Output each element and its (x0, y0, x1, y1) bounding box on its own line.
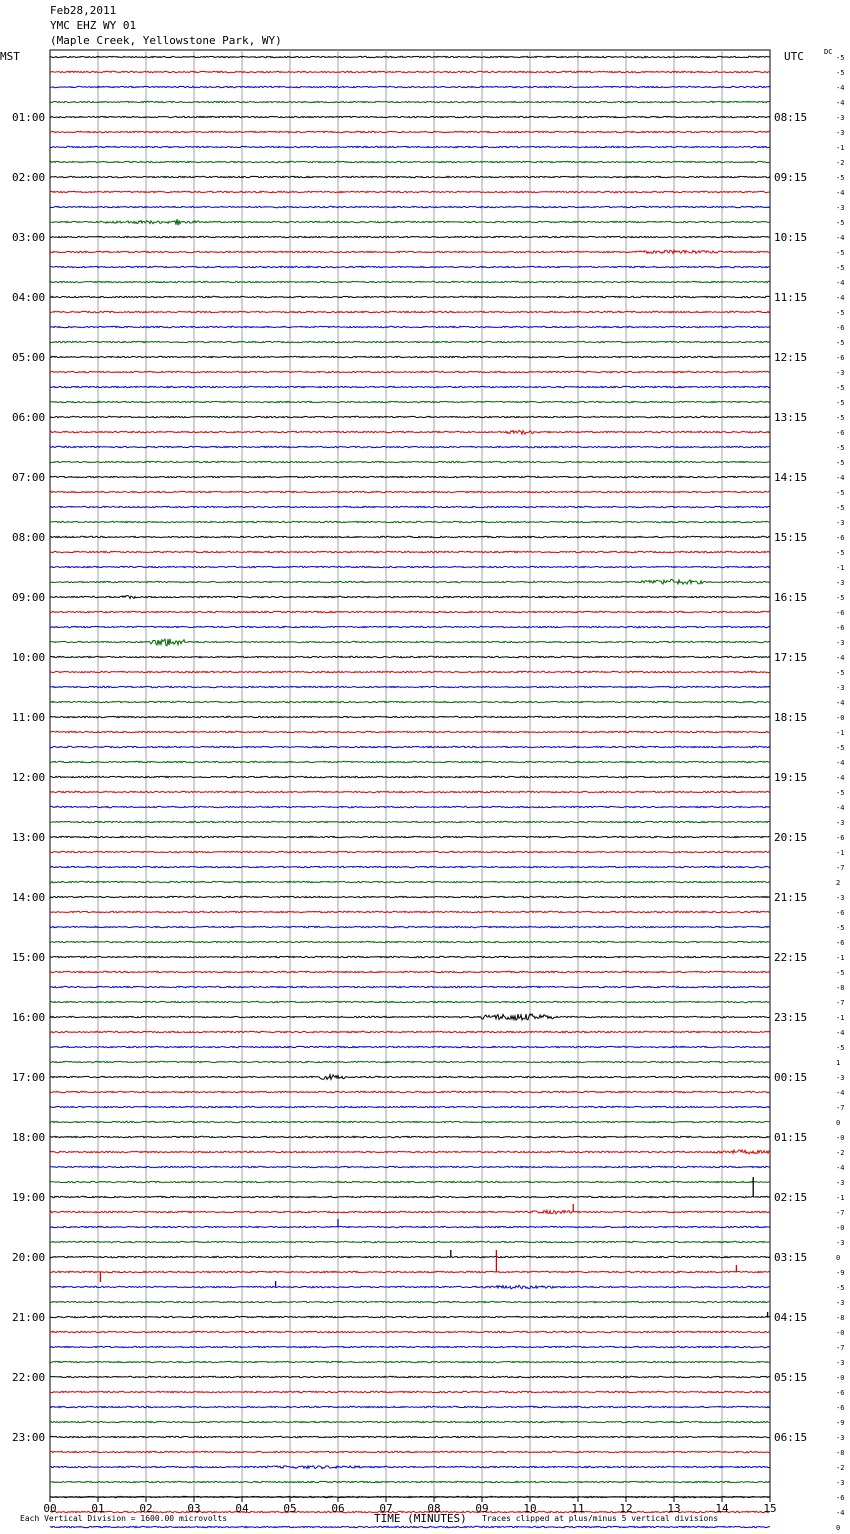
dc-offset-label: -7 (836, 864, 845, 872)
trace-row-78 (50, 1226, 770, 1227)
trace-row-93 (50, 1451, 770, 1452)
mst-hour-label: 03:00 (12, 231, 46, 244)
dc-offset-label: -3 (836, 1359, 845, 1367)
dc-offset-label: -4 (836, 474, 845, 482)
trace-row-5 (50, 131, 770, 132)
dc-offset-label: -5 (836, 489, 845, 497)
x-tick-label: 11 (571, 1502, 585, 1515)
dc-offset-label: -1 (836, 849, 845, 857)
dc-offset-label: -4 (836, 189, 845, 197)
dc-offset-label: -5 (836, 444, 845, 452)
dc-offset-label: -3 (836, 204, 845, 212)
scale-note: Each Vertical Division = 1600.00 microvolts (20, 1514, 228, 1523)
mst-hour-label: 06:00 (12, 411, 46, 424)
dc-offset-label: -3 (836, 129, 845, 137)
dc-offset-label: -8 (836, 1314, 845, 1322)
trace-row-2 (50, 86, 770, 87)
x-tick-label: 01 (91, 1502, 105, 1515)
trace-row-92 (50, 1436, 770, 1437)
trace-row-57 (50, 911, 770, 912)
dc-offset-label: -5 (836, 174, 845, 182)
dc-offset-label: -1 (836, 144, 845, 152)
mst-hour-label: 22:00 (12, 1371, 46, 1384)
trace-row-63 (50, 1001, 770, 1002)
dc-offset-label: -2 (836, 1464, 845, 1472)
trace-row-49 (50, 791, 770, 792)
dc-offset-label: -1 (836, 1014, 845, 1022)
trace-row-71 (50, 1121, 770, 1122)
mst-hour-label: 05:00 (12, 351, 46, 364)
trace-row-35 (50, 579, 770, 584)
trace-row-86 (50, 1346, 770, 1347)
dc-offset-label: -4 (836, 699, 845, 707)
utc-hour-label: 21:15 (774, 891, 808, 904)
trace-row-98 (50, 1526, 770, 1527)
utc-hour-label: 23:15 (774, 1011, 808, 1024)
trace-row-12 (50, 236, 770, 237)
trace-row-32 (50, 536, 770, 537)
dc-offset-label: -4 (836, 294, 845, 302)
mst-hour-label: 16:00 (12, 1011, 46, 1024)
dc-offset-label: -3 (836, 639, 845, 647)
dc-offset-label: -6 (836, 1404, 845, 1412)
dc-offset-label: -4 (836, 279, 845, 287)
dc-offset-label: -4 (836, 774, 845, 782)
mst-hour-label: 02:00 (12, 171, 46, 184)
dc-offset-label: -9 (836, 1269, 845, 1277)
trace-row-13 (50, 250, 770, 253)
trace-row-36 (50, 596, 770, 599)
trace-row-41 (50, 671, 770, 672)
trace-row-33 (50, 551, 770, 552)
right-axis-title: UTC (784, 50, 804, 63)
dc-offset-label: -5 (836, 459, 845, 467)
trace-row-85 (50, 1331, 770, 1332)
trace-row-59 (50, 941, 770, 942)
x-tick-label: 10 (523, 1502, 537, 1515)
dc-offset-label: -5 (836, 549, 845, 557)
trace-row-90 (50, 1406, 770, 1407)
trace-row-84 (50, 1316, 770, 1317)
dc-offset-label: -5 (836, 219, 845, 227)
trace-row-8 (50, 176, 770, 177)
mst-hour-label: 23:00 (12, 1431, 46, 1444)
dc-offset-label: -8 (836, 984, 845, 992)
trace-row-48 (50, 776, 770, 777)
trace-row-14 (50, 266, 770, 267)
trace-row-60 (50, 956, 770, 957)
dc-offset-label: -6 (836, 534, 845, 542)
trace-row-15 (50, 281, 770, 282)
dc-offset-label: -7 (836, 1209, 845, 1217)
trace-row-11 (50, 219, 770, 225)
trace-row-79 (50, 1241, 770, 1242)
dc-offset-label: -5 (836, 54, 845, 62)
trace-row-20 (50, 356, 770, 357)
trace-row-94 (50, 1466, 770, 1469)
trace-row-16 (50, 296, 770, 297)
dc-offset-label: -4 (836, 804, 845, 812)
x-tick-label: 09 (475, 1502, 489, 1515)
trace-row-28 (50, 476, 770, 477)
trace-row-91 (50, 1421, 770, 1422)
dc-offset-label: -2 (836, 159, 845, 167)
dc-offset-label: -4 (836, 1164, 845, 1172)
trace-row-25 (50, 430, 770, 434)
dc-offset-label: -1 (836, 1194, 845, 1202)
dc-offset-label: -6 (836, 354, 845, 362)
x-tick-label: 06 (331, 1502, 345, 1515)
trace-row-44 (50, 716, 770, 717)
utc-hour-label: 17:15 (774, 651, 808, 664)
trace-row-42 (50, 686, 770, 687)
x-tick-label: 04 (235, 1502, 249, 1515)
trace-row-65 (50, 1031, 770, 1032)
mst-hour-label: 18:00 (12, 1131, 46, 1144)
header-date: Feb28,2011 (50, 4, 117, 17)
dc-offset-label: -5 (836, 1044, 845, 1052)
dc-offset-label: -5 (836, 504, 845, 512)
trace-row-54 (50, 866, 770, 867)
dc-offset-label: 0 (836, 1119, 841, 1127)
mst-hour-label: 01:00 (12, 111, 46, 124)
trace-row-38 (50, 626, 770, 627)
trace-row-87 (50, 1361, 770, 1362)
row-labels (12, 54, 844, 1534)
dc-offset-label: -1 (836, 954, 845, 962)
trace-row-4 (50, 116, 770, 117)
trace-row-76 (50, 1196, 770, 1197)
trace-row-62 (50, 986, 770, 987)
trace-row-50 (50, 806, 770, 807)
trace-row-43 (50, 701, 770, 702)
trace-row-66 (50, 1046, 770, 1047)
dc-offset-label: -5 (836, 924, 845, 932)
x-tick-label: 15 (763, 1502, 777, 1515)
dc-offset-label: -3 (836, 684, 845, 692)
dc-offset-label: -6 (836, 609, 845, 617)
dc-offset-label: -4 (836, 759, 845, 767)
dc-offset-label: -5 (836, 384, 845, 392)
utc-hour-label: 05:15 (774, 1371, 808, 1384)
utc-hour-label: 22:15 (774, 951, 808, 964)
dc-offset-label: -3 (836, 519, 845, 527)
x-tick-label: 13 (667, 1502, 681, 1515)
mst-hour-label: 10:00 (12, 651, 46, 664)
dc-offset-label: -0 (836, 1329, 845, 1337)
trace-row-74 (50, 1166, 770, 1167)
dc-offset-label: -2 (836, 1149, 845, 1157)
trace-row-0 (50, 56, 770, 57)
dc-offset-label: 0 (836, 1524, 841, 1532)
dc-offset-label: -9 (836, 1419, 845, 1427)
trace-row-55 (50, 881, 770, 882)
trace-row-75 (50, 1181, 770, 1182)
trace-row-18 (50, 326, 770, 327)
trace-row-6 (50, 146, 770, 147)
dc-offset-label: -6 (836, 324, 845, 332)
dc-offset-label: -3 (836, 369, 845, 377)
trace-row-69 (50, 1091, 770, 1092)
trace-row-72 (50, 1136, 770, 1137)
trace-row-73 (50, 1150, 770, 1154)
trace-row-31 (50, 521, 770, 522)
dc-offset-label: -5 (836, 249, 845, 257)
dc-offset-label: -3 (836, 579, 845, 587)
trace-row-53 (50, 851, 770, 852)
dc-offset-label: -0 (836, 1224, 845, 1232)
dc-offset-label: -3 (836, 1074, 845, 1082)
mst-hour-label: 08:00 (12, 531, 46, 544)
dc-offset-label: -6 (836, 909, 845, 917)
utc-hour-label: 09:15 (774, 171, 808, 184)
utc-hour-label: 20:15 (774, 831, 808, 844)
x-tick-label: 03 (187, 1502, 201, 1515)
dc-offset-label: -0 (836, 1374, 845, 1382)
dc-offset-label: -7 (836, 1344, 845, 1352)
mst-hour-label: 13:00 (12, 831, 46, 844)
utc-hour-label: 06:15 (774, 1431, 808, 1444)
dc-offset-label: -4 (836, 84, 845, 92)
x-tick-label: 02 (139, 1502, 153, 1515)
utc-hour-label: 12:15 (774, 351, 808, 364)
trace-row-80 (50, 1256, 770, 1257)
dc-offset-label: 2 (836, 879, 841, 887)
trace-row-40 (50, 656, 770, 657)
utc-hour-label: 01:15 (774, 1131, 808, 1144)
trace-row-24 (50, 416, 770, 417)
trace-row-47 (50, 761, 770, 762)
mst-hour-label: 11:00 (12, 711, 46, 724)
trace-row-26 (50, 446, 770, 447)
clip-note: Traces clipped at plus/minus 5 vertical divisions (482, 1514, 719, 1523)
trace-row-30 (50, 506, 770, 507)
trace-row-23 (50, 401, 770, 402)
mst-hour-label: 09:00 (12, 591, 46, 604)
trace-row-67 (50, 1061, 770, 1062)
dc-offset-label: -6 (836, 1494, 845, 1502)
trace-row-19 (50, 341, 770, 342)
dc-offset-label: -5 (836, 414, 845, 422)
dc-offset-label: -5 (836, 744, 845, 752)
dc-offset-label: -7 (836, 999, 845, 1007)
dc-offset-label: -6 (836, 834, 845, 842)
trace-row-52 (50, 836, 770, 837)
traces (50, 56, 770, 1534)
utc-hour-label: 16:15 (774, 591, 808, 604)
dc-offset-label: -5 (836, 789, 845, 797)
mst-hour-label: 19:00 (12, 1191, 46, 1204)
dc-offset-label: -5 (836, 69, 845, 77)
trace-row-3 (50, 101, 770, 102)
trace-row-64 (50, 1014, 770, 1020)
trace-row-89 (50, 1391, 770, 1392)
dc-offset-label: 0 (836, 1254, 841, 1262)
dc-offset-label: -5 (836, 594, 845, 602)
trace-row-88 (50, 1376, 770, 1377)
dc-offset-label: 1 (836, 1059, 841, 1067)
dc-offset-label: -3 (836, 114, 845, 122)
mst-hour-label: 14:00 (12, 891, 46, 904)
trace-row-82 (50, 1285, 770, 1289)
trace-row-22 (50, 386, 770, 387)
trace-row-1 (50, 71, 770, 72)
trace-row-68 (50, 1075, 770, 1080)
dc-offset-label: -3 (836, 1179, 845, 1187)
utc-hour-label: 11:15 (774, 291, 808, 304)
mst-hour-label: 07:00 (12, 471, 46, 484)
dc-offset-label: -6 (836, 1389, 845, 1397)
trace-row-56 (50, 896, 770, 897)
trace-row-70 (50, 1106, 770, 1107)
left-axis-title: MST (0, 50, 20, 63)
mst-hour-label: 21:00 (12, 1311, 46, 1324)
dc-offset-label: -5 (836, 339, 845, 347)
dc-offset-label: -3 (836, 894, 845, 902)
utc-hour-label: 14:15 (774, 471, 808, 484)
dc-offset-label: -5 (836, 309, 845, 317)
trace-row-39 (50, 639, 770, 646)
trace-row-34 (50, 566, 770, 567)
dc-offset-label: -5 (836, 264, 845, 272)
utc-hour-label: 08:15 (774, 111, 808, 124)
x-tick-label: 07 (379, 1502, 393, 1515)
x-tick-label: 00 (43, 1502, 57, 1515)
utc-hour-label: 13:15 (774, 411, 808, 424)
dc-offset-label: -5 (836, 1284, 845, 1292)
dc-offset-label: -3 (836, 1239, 845, 1247)
trace-row-21 (50, 371, 770, 372)
utc-hour-label: 02:15 (774, 1191, 808, 1204)
trace-row-83 (50, 1301, 770, 1302)
trace-row-9 (50, 191, 770, 192)
x-tick-label: 05 (283, 1502, 297, 1515)
dc-offset-label: -6 (836, 939, 845, 947)
trace-row-51 (50, 821, 770, 822)
dc-offset-label: -3 (836, 1299, 845, 1307)
dc-offset-label: -4 (836, 1509, 845, 1517)
dc-label: DC (824, 48, 833, 56)
utc-hour-label: 18:15 (774, 711, 808, 724)
trace-row-61 (50, 971, 770, 972)
trace-row-29 (50, 491, 770, 492)
x-tick-label: 14 (715, 1502, 729, 1515)
trace-row-27 (50, 461, 770, 462)
trace-row-10 (50, 206, 770, 207)
x-tick-label: 08 (427, 1502, 441, 1515)
dc-offset-label: -8 (836, 1449, 845, 1457)
x-tick-label: 12 (619, 1502, 633, 1515)
dc-offset-label: -4 (836, 234, 845, 242)
mst-hour-label: 04:00 (12, 291, 46, 304)
trace-row-7 (50, 161, 770, 162)
dc-offset-label: -5 (836, 399, 845, 407)
mst-hour-label: 12:00 (12, 771, 46, 784)
trace-row-46 (50, 746, 770, 747)
trace-row-81 (50, 1271, 770, 1272)
trace-row-95 (50, 1481, 770, 1482)
utc-hour-label: 19:15 (774, 771, 808, 784)
utc-hour-label: 03:15 (774, 1251, 808, 1264)
dc-offset-label: -4 (836, 1029, 845, 1037)
dc-offset-label: -3 (836, 819, 845, 827)
dc-offset-label: -5 (836, 669, 845, 677)
header-station: YMC EHZ WY 01 (50, 19, 137, 32)
dc-offset-label: -6 (836, 429, 845, 437)
dc-offset-label: -3 (836, 1479, 845, 1487)
dc-offset-label: -6 (836, 624, 845, 632)
dc-offset-label: -1 (836, 564, 845, 572)
x-axis-label: TIME (MINUTES) (374, 1512, 467, 1525)
mst-hour-label: 17:00 (12, 1071, 46, 1084)
mst-hour-label: 20:00 (12, 1251, 46, 1264)
dc-offset-label: -4 (836, 1089, 845, 1097)
dc-offset-label: -3 (836, 1434, 845, 1442)
utc-hour-label: 10:15 (774, 231, 808, 244)
dc-offset-label: -4 (836, 99, 845, 107)
dc-offset-label: -4 (836, 654, 845, 662)
trace-row-58 (50, 926, 770, 927)
utc-hour-label: 15:15 (774, 531, 808, 544)
dc-offset-label: -0 (836, 714, 845, 722)
utc-hour-label: 00:15 (774, 1071, 808, 1084)
trace-row-77 (50, 1210, 770, 1214)
dc-offset-label: -1 (836, 729, 845, 737)
header-location: (Maple Creek, Yellowstone Park, WY) (50, 34, 282, 47)
trace-row-17 (50, 311, 770, 312)
dc-offset-label: -0 (836, 1134, 845, 1142)
trace-row-45 (50, 731, 770, 732)
utc-hour-label: 04:15 (774, 1311, 808, 1324)
trace-row-37 (50, 611, 770, 612)
dc-offset-label: -5 (836, 969, 845, 977)
dc-offset-label: -7 (836, 1104, 845, 1112)
mst-hour-label: 15:00 (12, 951, 46, 964)
